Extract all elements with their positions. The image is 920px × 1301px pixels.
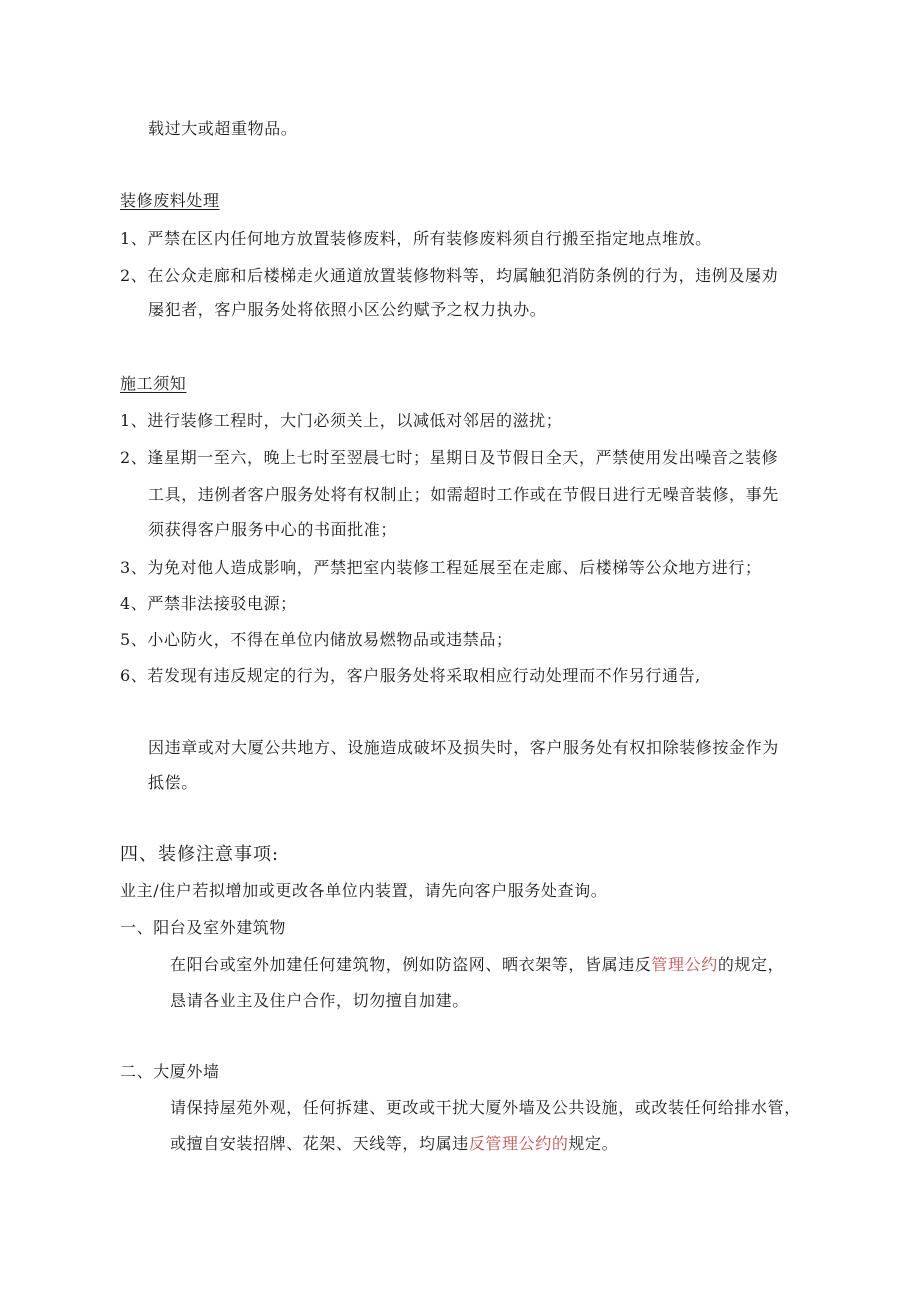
construction-item-1: 1、进行装修工程时，大门必须关上，以减低对邻居的滋扰；: [120, 411, 563, 430]
section-4-heading: 四、装修注意事项:: [120, 844, 280, 865]
construction-heading: 施工须知: [120, 374, 187, 393]
damage-line-1: 因违章或对大厦公共地方、设施造成破坏及损失时，客户服务处有权扣除装修按金作为: [148, 738, 779, 757]
construction-item-5: 5、小心防火，不得在单位内储放易燃物品或违禁品；: [120, 630, 513, 649]
waste-heading: 装修废料处理: [120, 191, 220, 210]
construction-item-3: 3、为免对他人造成影响，严禁把室内装修工程延展至在走廊、后楼梯等公众地方进行；: [120, 558, 762, 577]
wall-line-2-text: 或擅自安装招牌、花架、天线等，均属违: [170, 1134, 469, 1153]
balcony-line-1: [170, 954, 784, 976]
construction-item-2-line-3: 须获得客户服务中心的书面批准；: [148, 520, 398, 539]
balcony-line-1-text: 在阳台或室外加建任何建筑物，例如防盗网、晒衣架等，皆属违反: [170, 955, 652, 974]
section-4-intro: 业主/住户若拟增加或更改各单位内装置，请先向客户服务处查询。: [120, 881, 608, 900]
wall-heading: 二、大厦外墙: [120, 1062, 220, 1081]
intro-line: 载过大或超重物品。: [148, 119, 298, 138]
construction-item-2-line-2: 工具，违例者客户服务处将有权制止；如需超时工作或在节假日进行无噪音装修，事先: [148, 485, 779, 504]
damage-line-2: 抵偿。: [148, 773, 198, 792]
construction-item-4: 4、严禁非法接驳电源；: [120, 594, 297, 613]
balcony-heading: 一、阳台及室外建筑物: [120, 918, 287, 937]
management-covenant-highlight-2: 反管理公约的: [468, 1134, 569, 1153]
wall-line-2-end: 规定。: [568, 1134, 619, 1153]
balcony-line-2: 恳请各业主及住户合作，切勿擅自加建。: [170, 991, 469, 1010]
waste-item-2-line-1: 2、在公众走廊和后楼梯走火通道放置装修物料等，均属触犯消防条例的行为，违例及屡劝: [120, 266, 779, 285]
waste-item-2-line-2: 屡犯者，客户服务处将依照小区公约赋予之权力执办。: [148, 300, 547, 319]
balcony-line-1-end: 的规定，: [717, 955, 785, 974]
management-covenant-highlight: 管理公约: [651, 955, 718, 974]
wall-line-2: [170, 1133, 618, 1155]
construction-item-6: 6、若发现有违反规定的行为，客户服务处将采取相应行动处理而不作另行通告,: [120, 666, 701, 685]
waste-item-1: 1、严禁在区内任何地方放置装修废料，所有装修废料须自行搬至指定地点堆放。: [120, 229, 712, 248]
wall-line-1: 请保持屋苑外观，任何拆建、更改或干扰大厦外墙及公共设施，或改装任何给排水管，: [170, 1098, 801, 1117]
construction-item-2-line-1: 2、逢星期一至六，晚上七时至翌晨七时；星期日及节假日全天，严禁使用发出噪音之装修: [120, 448, 779, 467]
